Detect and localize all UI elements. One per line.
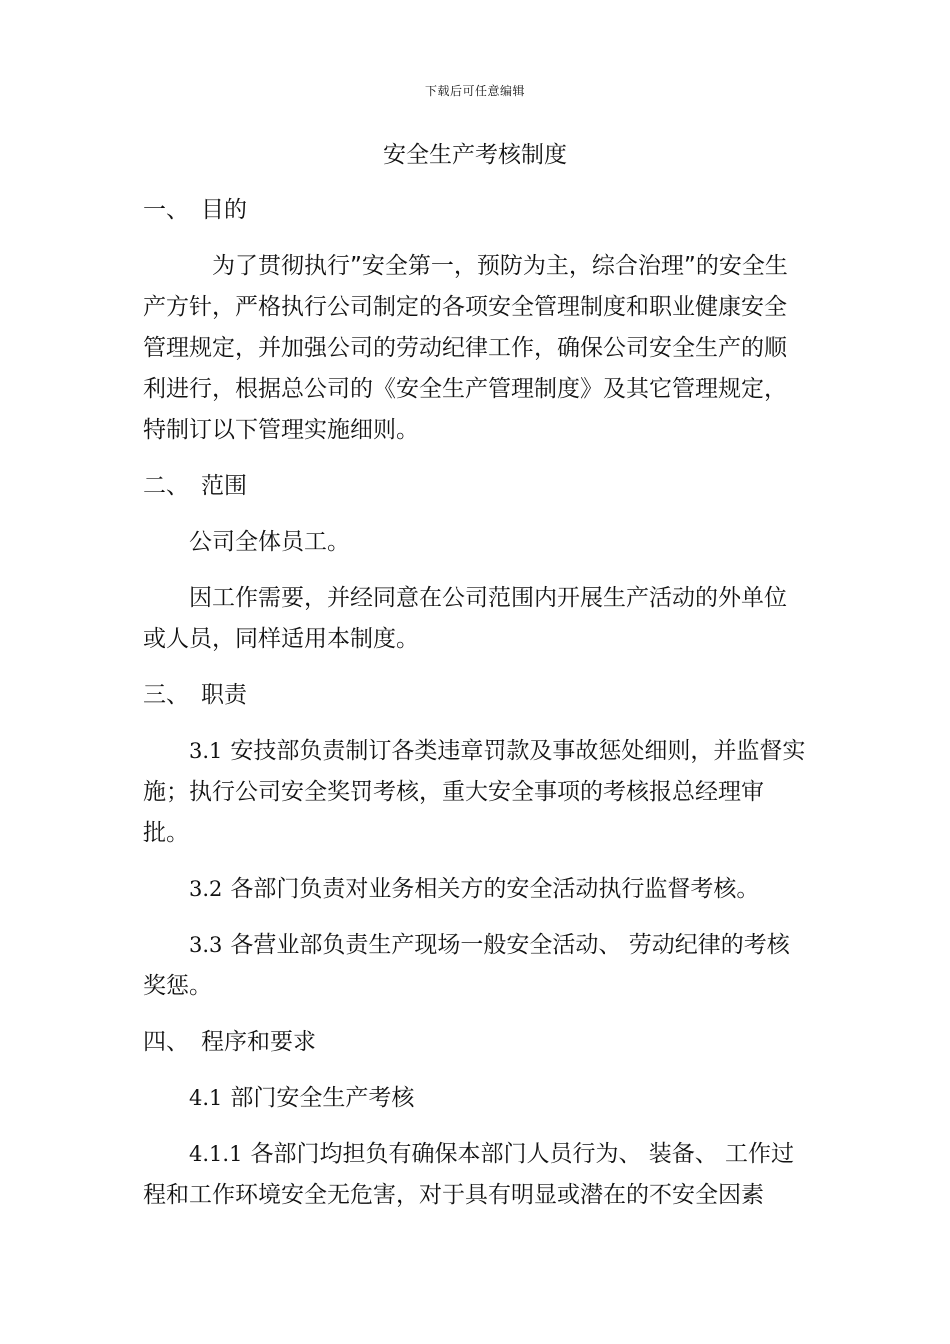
clause-text: 各营业部负责生产现场一般安全活动、 劳动纪律的考核奖惩。	[143, 932, 790, 999]
section-title: 程序和要求	[201, 1029, 316, 1055]
paragraph-req-4-1	[143, 1078, 808, 1119]
section-heading-scope	[143, 466, 808, 507]
clause-number: 4.1	[189, 1086, 223, 1110]
paragraph-scope-1: 公司全体员工。	[189, 529, 350, 555]
clause-number: 3.1	[189, 739, 223, 763]
section-heading-duties	[143, 675, 808, 716]
section-heading-purpose	[143, 190, 808, 231]
section-title: 职责	[201, 682, 247, 708]
clause-number: 3.2	[189, 877, 223, 901]
header-note: 下载后可任意编辑	[424, 84, 525, 98]
section-title: 范围	[201, 473, 247, 499]
paragraph-scope-2: 因工作需要，并经同意在公司范围内开展生产活动的外单位或人员，同样适用本制度。	[143, 585, 787, 652]
clause-text: 各部门负责对业务相关方的安全活动执行监督考核。	[230, 876, 760, 902]
section-title: 目的	[201, 197, 247, 223]
section-number: 三、	[143, 682, 189, 708]
clause-text: 部门安全生产考核	[230, 1085, 415, 1111]
paragraph-duty-3-3	[143, 925, 808, 1007]
document-body	[143, 190, 808, 1220]
clause-text: 各部门均担负有确保本部门人员行为、 装备、 工作过程和工作环境安全无危害，对于具有明显或潜在的不安全因素	[143, 1141, 795, 1208]
clause-number: 3.3	[189, 933, 223, 957]
section-heading-procedure	[143, 1022, 808, 1063]
section-number: 四、	[143, 1029, 189, 1055]
paragraph-duty-3-2	[143, 869, 808, 910]
paragraph-purpose: 为了贯彻执行”安全第一，预防为主，综合治理”的安全生产方针，严格执行公司制定的各项安全管理制度和职业健康安全管理规定，并加强公司的劳动纪律工作，确保公司安全生产的顺利进行，根据总公司的《安全生产管理制度》及其它管理规定，特制订以下管理实施细则。	[143, 253, 788, 443]
clause-number: 4.1.1	[189, 1142, 243, 1166]
section-number: 二、	[143, 473, 189, 499]
document-title: 安全生产考核制度	[383, 142, 567, 168]
clause-text: 安技部负责制订各类违章罚款及事故惩处细则，并监督实施；执行公司安全奖罚考核，重大安全事项的考核报总经理审批。	[143, 738, 806, 846]
section-number: 一、	[143, 197, 189, 223]
paragraph-req-4-1-1	[143, 1134, 808, 1216]
paragraph-duty-3-1	[143, 731, 808, 854]
